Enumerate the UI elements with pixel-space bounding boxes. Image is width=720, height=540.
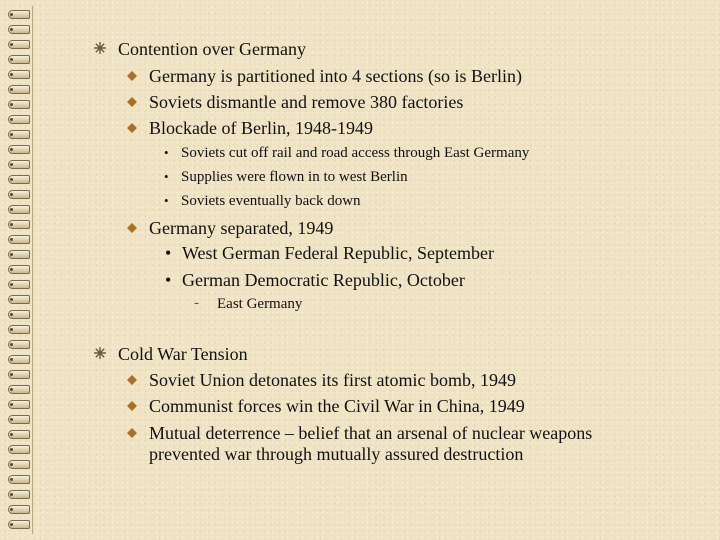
binding-ring	[8, 10, 30, 19]
binding-ring	[8, 310, 30, 319]
dot-bullet-icon: •	[164, 193, 169, 208]
asterisk-bullet-icon	[94, 347, 106, 359]
dot-bullet-icon: •	[165, 270, 172, 290]
diamond-bullet-icon	[127, 97, 137, 107]
binding-ring	[8, 475, 30, 484]
diamond-bullet-icon	[127, 428, 137, 438]
binding-ring	[8, 265, 30, 274]
diamond-bullet-icon	[127, 375, 137, 385]
binding-ring	[8, 355, 30, 364]
binding-ring	[8, 385, 30, 394]
binding-ring	[8, 55, 30, 64]
list-item: Soviets dismantle and remove 380 factories	[149, 92, 463, 113]
list-item: • Soviets eventually back down	[164, 193, 361, 209]
list-item-continuation: prevented war through mutually assured destruction	[149, 444, 524, 464]
diamond-bullet-icon	[127, 223, 137, 233]
binding-ring	[8, 250, 30, 259]
binding-ring	[8, 445, 30, 454]
binding-ring	[8, 235, 30, 244]
binding-ring	[8, 490, 30, 499]
list-item: Blockade of Berlin, 1948-1949	[149, 118, 373, 139]
binding-ring	[8, 205, 30, 214]
binding-ring	[8, 40, 30, 49]
section-title-text: Cold War Tension	[118, 344, 248, 364]
binding-ring	[8, 130, 30, 139]
section-title-contention	[118, 39, 306, 60]
dash-bullet-icon: -	[194, 295, 199, 311]
list-item: • West German Federal Republic, September	[165, 243, 494, 263]
list-item: • Supplies were flown in to west Berlin	[164, 169, 408, 185]
binding-ring	[8, 280, 30, 289]
list-item: Germany separated, 1949	[149, 218, 333, 239]
list-item: Germany is partitioned into 4 sections (so is Berlin)	[149, 66, 522, 87]
section-title-cold-war	[118, 344, 248, 365]
dot-bullet-icon: •	[164, 169, 169, 184]
binding-ring	[8, 160, 30, 169]
binding-ring	[8, 175, 30, 184]
binding-ring	[8, 145, 30, 154]
list-item: • Soviets cut off rail and road access through East Germany	[164, 145, 530, 161]
binding-ring	[8, 370, 30, 379]
binding-ring	[8, 100, 30, 109]
diamond-bullet-icon	[127, 123, 137, 133]
binding-ring	[8, 505, 30, 514]
binding-ring	[8, 460, 30, 469]
binding-ring	[8, 190, 30, 199]
dot-bullet-icon: •	[164, 145, 169, 160]
binding-ring	[8, 295, 30, 304]
list-item: Mutual deterrence – belief that an arsenal of nuclear weapons	[149, 423, 592, 444]
binding-ring	[8, 430, 30, 439]
list-item: Communist forces win the Civil War in China, 1949	[149, 396, 525, 417]
section-title-text: Contention over Germany	[118, 39, 306, 59]
binding-ring	[8, 70, 30, 79]
diamond-bullet-icon	[127, 71, 137, 81]
binding-ring	[8, 340, 30, 349]
binding-ring	[8, 25, 30, 34]
binding-ring	[8, 115, 30, 124]
asterisk-bullet-icon	[94, 42, 106, 54]
binding-ring	[8, 85, 30, 94]
dot-bullet-icon: •	[165, 243, 172, 263]
spiral-binding-icon	[6, 6, 33, 534]
list-item: - East Germany	[194, 295, 303, 312]
binding-ring	[8, 325, 30, 334]
binding-ring	[8, 415, 30, 424]
binding-ring	[8, 220, 30, 229]
list-item: Soviet Union detonates its first atomic bomb, 1949	[149, 370, 516, 391]
binding-ring	[8, 520, 30, 529]
list-item: • German Democratic Republic, October	[165, 270, 465, 290]
diamond-bullet-icon	[127, 401, 137, 411]
binding-ring	[8, 400, 30, 409]
